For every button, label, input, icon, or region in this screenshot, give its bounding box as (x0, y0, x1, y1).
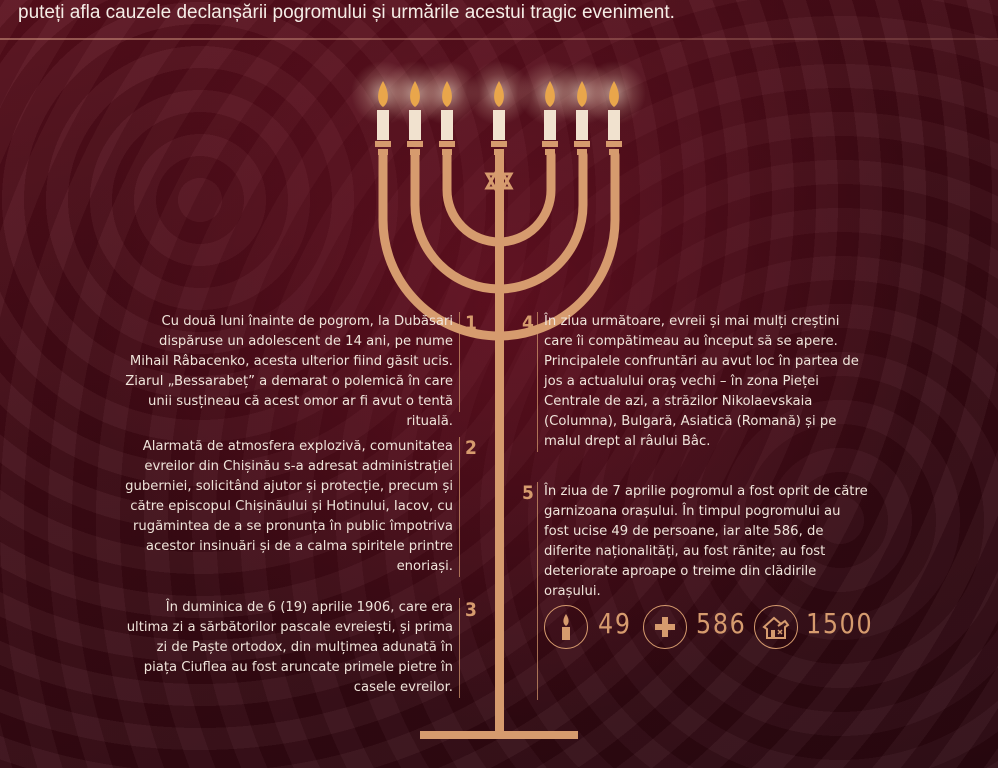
event-2-number: 2 (465, 437, 477, 459)
menorah-base (420, 731, 578, 739)
event-4-text: În ziua următoare, evreii și mai mulți creștini care îi compătimeau au început să se apere. Principalele confruntări au avut loc în partea de jos a actualului oraș vechi – în zona Pieței Centrale de azi, a străzilor Nikolaevskaia (Columna), Bulgară, Asiatică (Romană) și pe malul drept al râului Bâc. (544, 314, 859, 449)
event-5-bar (537, 482, 538, 700)
medical-cross-icon (643, 605, 687, 649)
event-1-number: 1 (465, 312, 477, 334)
event-1-bar (459, 312, 460, 412)
candles (377, 81, 620, 140)
event-4-number: 4 (522, 312, 534, 334)
event-3-text: În duminica de 6 (19) aprilie 1906, care era ultima zi a sărbătorilor pascale evreiești, și prima zi de Paște ortodox, din mulțimea adunată în piața Ciuflea au fost aruncate primele pietre în casele evreilor. (126, 600, 453, 695)
event-2-text: Alarmată de atmosfera explozivă, comunitatea evreilor din Chișinău s-a adresat administrației guberniei, solicitând ajutor și protecție, precum și către episcopul Chișinăului și Hotinului, Iacov, cu rugămintea de a se pronunța în public împotriva acestor insinuări și de a calma spiritele printre enoriași. (125, 439, 453, 574)
menorah-stem (495, 155, 504, 735)
candle-cups (375, 141, 622, 155)
event-2-bar (459, 437, 460, 577)
damaged-house-icon (754, 605, 798, 649)
event-4-bar (537, 312, 538, 452)
intro-line: puteți afla cauzele declanșării pogromului și urmările acestui tragic eveniment. (18, 2, 675, 23)
stat-value-killed: 49 (598, 607, 632, 640)
stat-value-damaged-buildings: 1500 (806, 607, 874, 640)
event-3-number: 3 (465, 599, 477, 621)
event-5-number: 5 (522, 482, 534, 504)
candle-icon (544, 605, 588, 649)
stat-value-injured: 586 (696, 607, 747, 640)
event-1-text: Cu două luni înainte de pogrom, la Dubăsari dispăruse un adolescent de 14 ani, pe nume Mihail Râbacenko, acesta ulterior fiind găsit ucis. Ziarul „Bessarabeț” a demarat o polemică în care unii susțineau că acest omor ar fi avut o tentă rituală. (125, 314, 453, 429)
event-5-text: În ziua de 7 aprilie pogromul a fost oprit de către garnizoana orașului. În timpul pogromului au fost ucise 49 de persoane, iar alte 586, de diferite naționalități, au fost rănite; au fost deteriorate aproape o treime din clădirile orașului. (544, 484, 868, 599)
divider (0, 38, 998, 40)
event-3-bar (459, 598, 460, 698)
